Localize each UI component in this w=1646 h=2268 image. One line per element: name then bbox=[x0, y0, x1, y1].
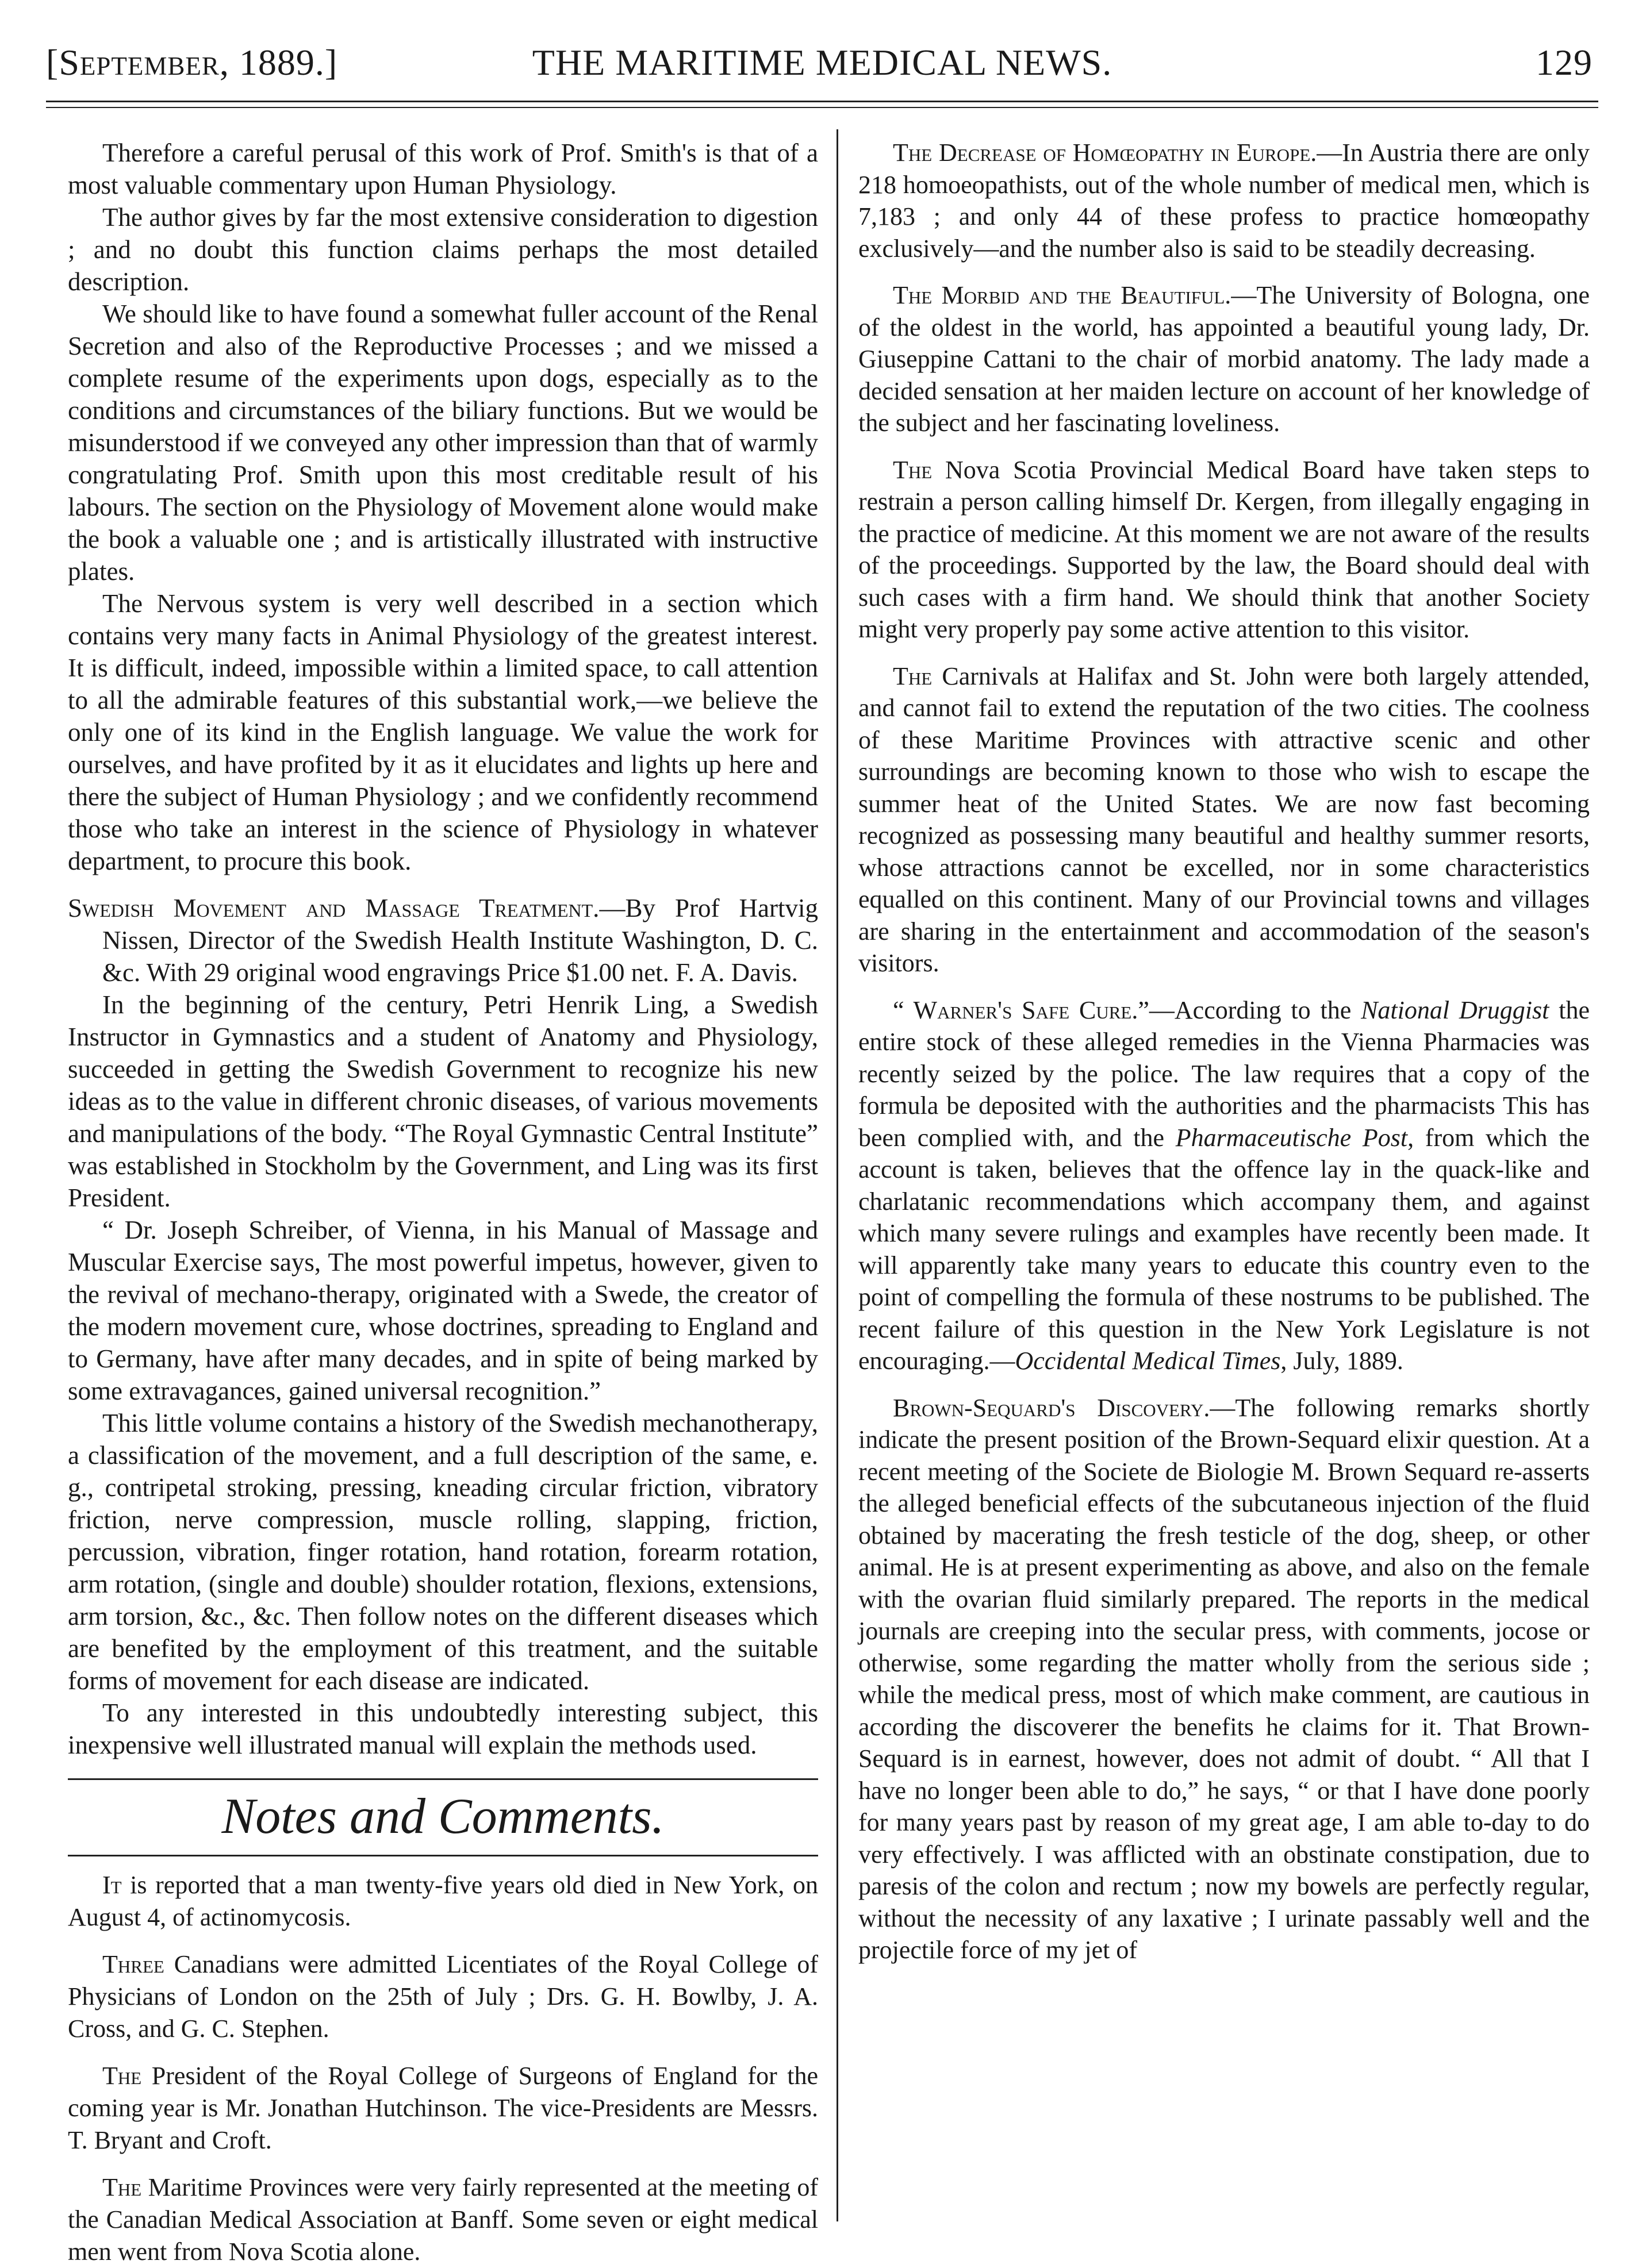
note-text: President of the Royal College of Surgeons of England for the coming year is Mr. Jonathan Hutchinson. The vice-Presidents are Messrs. T. Bryant and Croft. bbox=[68, 2062, 818, 2154]
column-divider bbox=[837, 129, 838, 2221]
note-medical-board bbox=[858, 454, 1590, 645]
note-homoeopathy-text: —In Austria there are only 218 homoeopathists, out of the whole number of medical men, which is 7,183 ; and only 44 of these profess to practice homœopathy exclusively—and the number also is said to be steadily decreasing. bbox=[858, 139, 1590, 263]
note-morbid-title: The Morbid and the Beautiful. bbox=[893, 281, 1231, 309]
note-lead: The bbox=[102, 2173, 142, 2201]
note-warners-safe-cure bbox=[858, 994, 1590, 1377]
notes-section-title: Notes and Comments. bbox=[68, 1778, 818, 1856]
note-brown-sequard bbox=[858, 1392, 1590, 1966]
note-homoeopathy bbox=[858, 137, 1590, 264]
swedish-book-title: Swedish Movement and Massage Treatment. bbox=[68, 894, 600, 922]
note-text: Maritime Provinces were very fairly represented at the meeting of the Canadian Medical Association at Banff. Some seven or eight medical men went from Nova Scotia alone. bbox=[68, 2173, 818, 2266]
review-paragraph: We should like to have found a somewhat fuller account of the Renal Secretion and also of the Reproductive Processes ; and we missed a complete resume of the experiments upon dogs, especially as to the conditions and circumstances of the biliary functions. But we would be misunderstood if we conveyed any other impression than that of warmly congratulating Prof. Smith upon this most creditable result of his labours. The section on the Physiology of Movement alone would make the book a valuable one ; and is artistically illustrated with instructive plates. bbox=[68, 299, 818, 586]
note-text: Canadians were admitted Licentiates of the Royal College of Physicians of London on the 25th of July ; Drs. G. H. Bowlby, J. A. Cross, and G. C. Stephen. bbox=[68, 1950, 818, 2043]
note-homoeopathy-title: The Decrease of Homœopathy in Europe. bbox=[893, 139, 1317, 167]
review-paragraph: The author gives by far the most extensive consideration to digestion ; and no doubt this function claims perhaps the most detailed description. bbox=[68, 203, 818, 296]
note-warner-date: , July, 1889. bbox=[1280, 1347, 1403, 1375]
page-number: 129 bbox=[1536, 42, 1593, 83]
note-item bbox=[68, 1948, 818, 2045]
note-brown-text: —The following remarks shortly indicate the present position of the Brown-Sequard elixir question. At a recent meeting of the Societe de Biologie M. Brown Sequard re-asserts the alleged beneficial effects of the subcutaneous injection of the fluid obtained by macerating the fresh testicle of the dog, sheep, or other animal. He is at present experimenting as above, and also on the female with the ovarian fluid similarly prepared. The reports in the medical journals are creeping into the secular press, with comments, jocose or otherwise, some regarding the matter wholly from the serious side ; while the medical press, most of which make comment, are cautious in according the discoverer the benefits he claims for it. That Brown-Sequard is in earnest, however, does not admit of doubt. “ All that I have no longer been able to do,” he says, “ or that I have done poorly for many years past by reason of my great age, I am able to-day to do very effectively. I was afflicted with an obstinate constipation, due to paresis of the colon and rectum ; now my bowels are perfectly regular, without the necessity of any laxative ; I urinate passably well and the projectile force of my jet of bbox=[858, 1393, 1590, 1964]
note-item bbox=[68, 1869, 818, 1933]
issue-date: [September, 1889.] bbox=[46, 42, 338, 83]
notes-list bbox=[68, 1869, 818, 2268]
review-paragraph: The Nervous system is very well described in a section which contains very many facts in Animal Physiology of the greatest interest. It is difficult, indeed, impossible within a limited space, to call attention to all the admirable features of this substantial work,—we believe the only one of its kind in the English language. We value the work for ourselves, and have profited by it as it elucidates and lights up here and there the subject of Human Physiology ; and we confidently recommend those who take an interest in the science of Physiology in whatever department, to procure this book. bbox=[68, 589, 818, 875]
note-board-lead: The bbox=[893, 455, 933, 484]
note-item bbox=[68, 2060, 818, 2156]
note-warner-journal: Pharmaceutische Post bbox=[1175, 1123, 1408, 1152]
journal-title: THE MARITIME MEDICAL NEWS. bbox=[532, 42, 1112, 83]
note-warner-title: “ Warner's Safe Cure.” bbox=[893, 995, 1149, 1024]
note-lead: The bbox=[102, 2062, 142, 2090]
swedish-book-details: —By Prof Hartvig Nissen, Director of the Swedish Health Institute Washington, D. C. &c. With 29 original wood engravings Price $1.00 net. F. A. Davis. bbox=[102, 894, 818, 987]
swedish-paragraph: To any interested in this undoubtedly interesting subject, this inexpensive well illustrated manual will explain the methods used. bbox=[68, 1698, 818, 1759]
note-brown-title: Brown-Sequard's Discovery. bbox=[893, 1393, 1210, 1422]
page-header bbox=[46, 36, 1598, 87]
note-warner-text: —According to the bbox=[1149, 995, 1361, 1024]
swedish-paragraph: This little volume contains a history of the Swedish mechanotherapy, a classification of the movement, and a full description of the same, e. g., contripetal stroking, pressing, kneading circular friction, vibratory friction, nerve compression, muscle rolling, slapping, friction, percussion, vibration, finger rotation, hand rotation, forearm rotation, arm rotation, (single and double) shoulder rotation, flexions, extensions, arm torsion, &c., &c. Then follow notes on the different diseases which are benefited by the employment of this treatment, and the suitable forms of movement for each disease are indicated. bbox=[68, 1409, 818, 1695]
note-lead: It bbox=[102, 1871, 122, 1899]
note-board-text: Nova Scotia Provincial Medical Board have taken steps to restrain a person calling himself Dr. Kergen, from illegally engaging in the practice of medicine. At this moment we are not aware of the results of the proceedings. Supported by the law, the Board should deal with such cases with a firm hand. We should think that another Society might very properly pay some active attention to this visitor. bbox=[858, 455, 1590, 643]
header-rule-top bbox=[46, 101, 1598, 102]
note-warner-source: Occidental Medical Times bbox=[1015, 1347, 1281, 1375]
note-warner-text: the entire stock of these alleged remedies in the Vienna Pharmacies was recently seized by the police. The law requires that a copy of the formula be deposited with the authorities and the pharmacists This has been complied with, and the bbox=[858, 995, 1590, 1152]
left-column bbox=[68, 137, 818, 2266]
header-rule-bottom bbox=[46, 107, 1598, 108]
note-warner-journal: National Druggist bbox=[1361, 995, 1549, 1024]
note-carnivals-text: Carnivals at Halifax and St. John were both largely attended, and cannot fail to extend the reputation of the two cities. The coolness of these Maritime Provinces with attractive scenic and other surroundings are becoming known to those who wish to escape the summer heat of the United States. We are now fast becoming recognized as possessing many beautiful and healthy summer resorts, whose attractions cannot be excelled, nor in some characteristics equalled on this continent. Many of our Provincial towns and villages are sharing in the entertainment and accommodation of the season's visitors. bbox=[858, 662, 1590, 977]
note-morbid-beautiful bbox=[858, 279, 1590, 439]
right-column bbox=[858, 137, 1590, 2217]
note-morbid-text: —The University of Bologna, one of the oldest in the world, has appointed a beautiful young lady, Dr. Giuseppine Cattani to the chair of morbid anatomy. The lady made a decided sensation at her maiden lecture on account of her knowledge of the subject and her fascinating loveliness. bbox=[858, 281, 1590, 437]
swedish-book-heading bbox=[68, 892, 818, 989]
note-carnivals-lead: The bbox=[893, 662, 933, 690]
swedish-paragraph: “ Dr. Joseph Schreiber, of Vienna, in his Manual of Massage and Muscular Exercise says, The most powerful impetus, however, given to the revival of mechano-therapy, originated with a Swede, the creator of the modern movement cure, whose doctrines, spreading to England and to Germany, have after many decades, and in spite of being marked by some extravagances, gained universal recognition.” bbox=[68, 1216, 818, 1405]
note-lead: Three bbox=[102, 1950, 164, 1978]
review-paragraph: Therefore a careful perusal of this work of Prof. Smith's is that of a most valuable commentary upon Human Physiology. bbox=[68, 139, 818, 199]
note-text: is reported that a man twenty-five years old died in New York, on August 4, of actinomycosis. bbox=[68, 1871, 818, 1931]
swedish-paragraph: In the beginning of the century, Petri Henrik Ling, a Swedish Instructor in Gymnastics and a student of Anatomy and Physiology, succeeded in getting the Swedish Government to recognize his new ideas as to the value in different chronic diseases, of various movements and manipulations of the body. “The Royal Gymnastic Central Institute” was established in Stockholm by the Government, and Ling was its first President. bbox=[68, 990, 818, 1212]
note-warner-text: , from which the account is taken, believes that the offence lay in the quack-like and charlatanic recommendations which accompany them, and against which many severe rulings and examples have recently been made. It will apparently take many years to educate this country even to the point of compelling the formula of these nostrums to be published. The recent failure of this question in the New York Legislature is not encouraging.— bbox=[858, 1123, 1590, 1375]
note-item bbox=[68, 2171, 818, 2268]
note-carnivals bbox=[858, 660, 1590, 979]
